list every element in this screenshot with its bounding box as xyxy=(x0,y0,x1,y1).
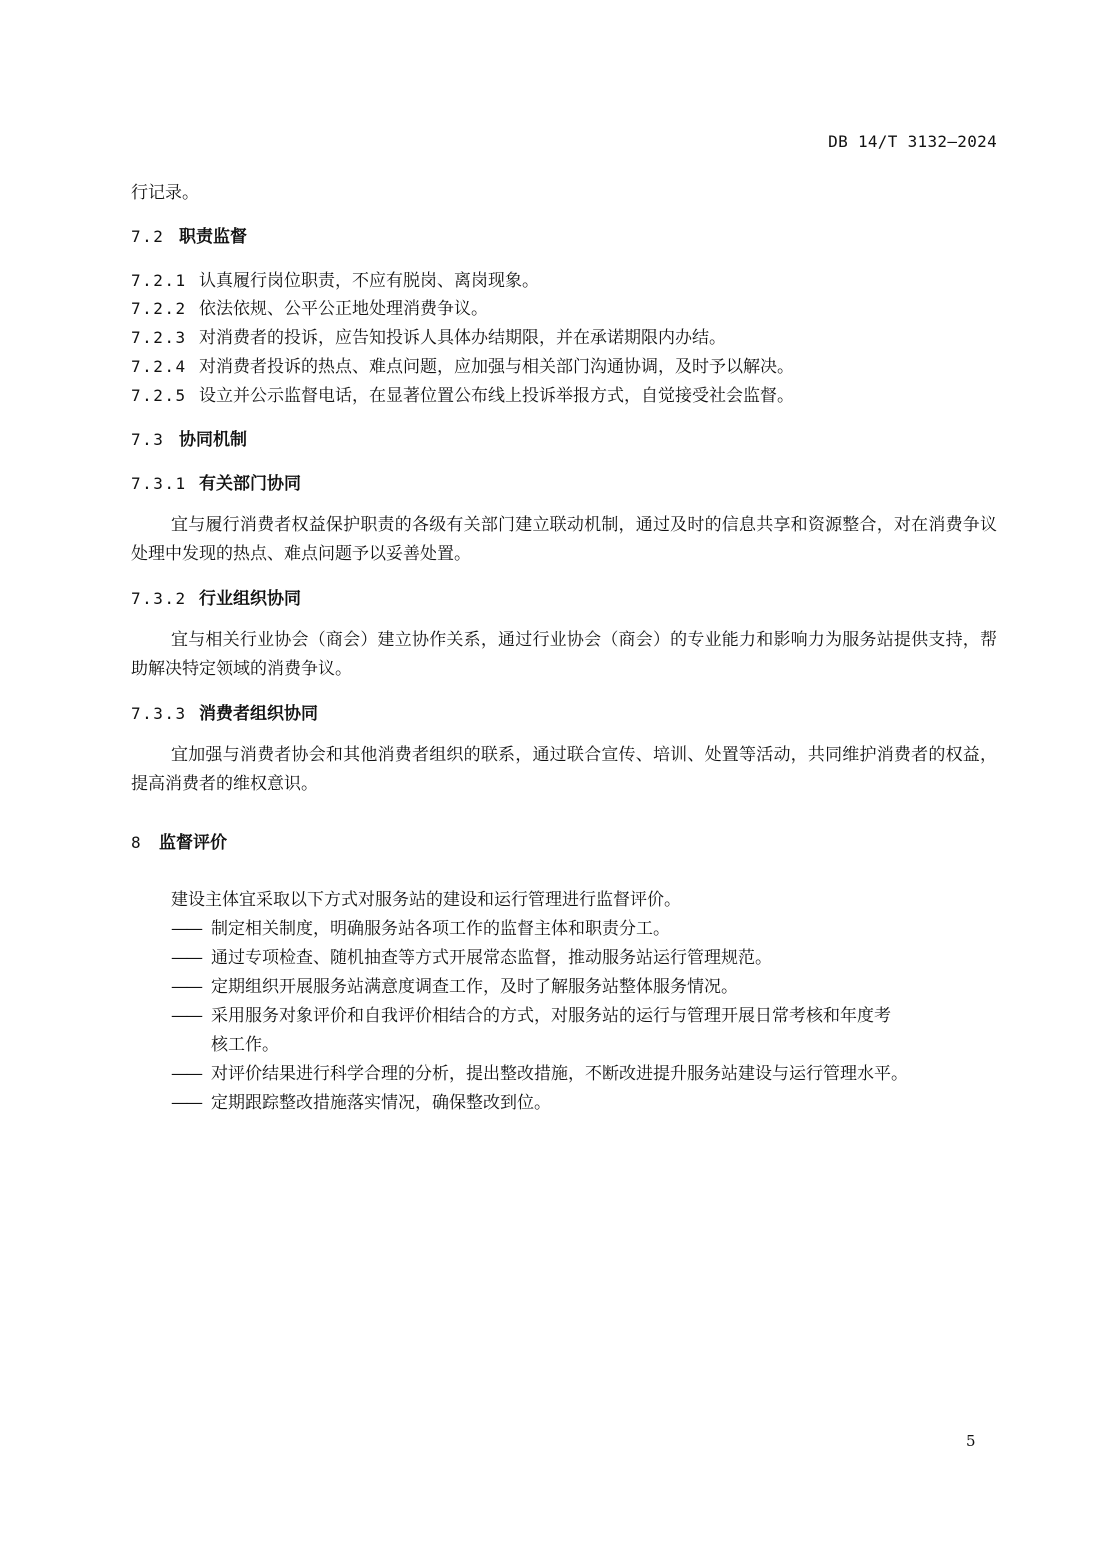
subsection-7-3-1-paragraph: 宜与履行消费者权益保护职责的各级有关部门建立联动机制，通过及时的信息共享和资源整合，对在消费争议处理中发现的热点、难点问题予以妥善处置。 xyxy=(131,515,997,564)
subsection-title: 行业组织协同 xyxy=(199,589,301,609)
dash-marker: —— xyxy=(171,977,201,997)
evaluation-list-item xyxy=(171,973,997,1002)
clause-number: 7.2.4 xyxy=(131,357,187,376)
clause-7-2-2 xyxy=(131,297,488,321)
clause-7-2-1 xyxy=(131,269,539,293)
list-item-text: 定期组织开展服务站满意度调查工作，及时了解服务站整体服务情况。 xyxy=(211,977,738,997)
clause-number: 7.2.1 xyxy=(131,271,187,290)
clause-text: 认真履行岗位职责，不应有脱岗、离岗现象。 xyxy=(199,271,539,291)
continuation-text: 行记录。 xyxy=(131,183,199,203)
subsection-number: 7.3.2 xyxy=(131,589,187,608)
clause-7-2-3 xyxy=(131,326,726,350)
subsection-7-3-1-heading xyxy=(131,472,301,496)
evaluation-list-item xyxy=(171,1002,997,1031)
clause-number: 7.2.2 xyxy=(131,299,187,318)
section-8-intro: 建设主体宜采取以下方式对服务站的建设和运行管理进行监督评价。 xyxy=(171,890,681,910)
clause-number: 7.2.5 xyxy=(131,386,187,405)
dash-marker: —— xyxy=(171,948,201,968)
subsection-title: 消费者组织协同 xyxy=(199,704,318,724)
evaluation-list-item xyxy=(171,1060,997,1089)
evaluation-list-item-continuation: 核工作。 xyxy=(211,1035,279,1055)
list-item-text: 采用服务对象评价和自我评价相结合的方式，对服务站的运行与管理开展日常考核和年度考 xyxy=(211,1006,891,1026)
clause-7-2-5 xyxy=(131,384,794,408)
section-title: 协同机制 xyxy=(179,430,247,450)
clause-text: 依法依规、公平公正地处理消费争议。 xyxy=(199,299,488,319)
section-7-3-heading xyxy=(131,428,247,452)
dash-marker: —— xyxy=(171,1006,201,1026)
list-item-text: 制定相关制度，明确服务站各项工作的监督主体和职责分工。 xyxy=(211,919,670,939)
subsection-title: 有关部门协同 xyxy=(199,474,301,494)
dash-marker: —— xyxy=(171,919,201,939)
dash-marker: —— xyxy=(171,1064,201,1084)
subsection-number: 7.3.1 xyxy=(131,474,187,493)
evaluation-list-item xyxy=(171,944,997,973)
subsection-7-3-2-paragraph: 宜与相关行业协会（商会）建立协作关系，通过行业协会（商会）的专业能力和影响力为服务站提供支持，帮助解决特定领域的消费争议。 xyxy=(131,630,997,679)
clause-text: 对消费者的投诉，应告知投诉人具体办结期限，并在承诺期限内办结。 xyxy=(199,328,726,348)
section-number: 7.2 xyxy=(131,227,165,246)
page-number: 5 xyxy=(966,1432,976,1450)
dash-marker: —— xyxy=(171,1093,201,1113)
document-code: DB 14/T 3132—2024 xyxy=(828,132,997,151)
list-item-text: 对评价结果进行科学合理的分析，提出整改措施，不断改进提升服务站建设与运行管理水平。 xyxy=(211,1064,908,1084)
subsection-7-3-3-paragraph: 宜加强与消费者协会和其他消费者组织的联系，通过联合宣传、培训、处置等活动，共同维护消费者的权益，提高消费者的维权意识。 xyxy=(131,745,997,794)
evaluation-list-item xyxy=(171,915,997,944)
subsection-7-3-3-heading xyxy=(131,702,318,726)
subsection-7-3-2-heading xyxy=(131,587,301,611)
clause-text: 设立并公示监督电话，在显著位置公布线上投诉举报方式，自觉接受社会监督。 xyxy=(199,386,794,406)
clause-text: 对消费者投诉的热点、难点问题，应加强与相关部门沟通协调，及时予以解决。 xyxy=(199,357,794,377)
section-title: 监督评价 xyxy=(159,833,227,853)
evaluation-list-item xyxy=(171,1089,997,1118)
section-8-heading xyxy=(131,831,227,855)
clause-7-2-4 xyxy=(131,355,794,379)
list-item-text: 通过专项检查、随机抽查等方式开展常态监督，推动服务站运行管理规范。 xyxy=(211,948,772,968)
section-number: 8 xyxy=(131,833,143,852)
clause-number: 7.2.3 xyxy=(131,328,187,347)
section-number: 7.3 xyxy=(131,430,165,449)
list-item-text: 定期跟踪整改措施落实情况，确保整改到位。 xyxy=(211,1093,551,1113)
section-title: 职责监督 xyxy=(179,227,247,247)
section-7-2-heading xyxy=(131,225,247,249)
subsection-number: 7.3.3 xyxy=(131,704,187,723)
